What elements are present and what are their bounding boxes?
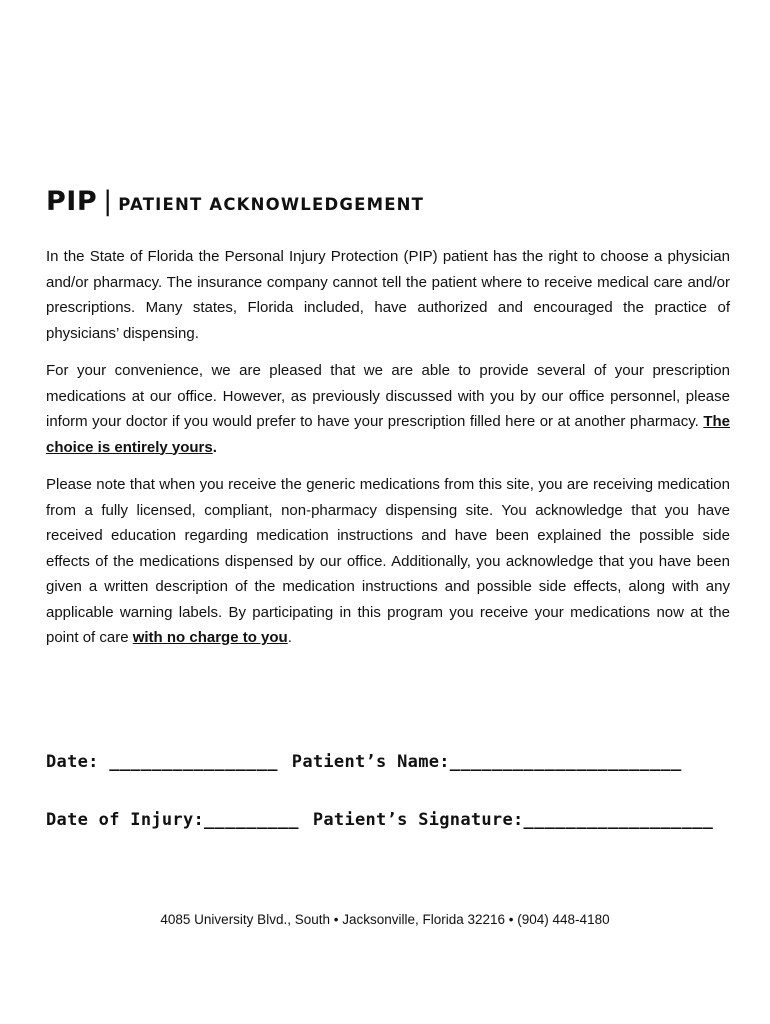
paragraph-2 [46,358,730,460]
heading-pip: PIP [46,186,98,217]
date-field[interactable]: Date: ________________ [46,752,278,772]
paragraph-3 [46,472,730,651]
paragraph-2-text: For your convenience, we are pleased that we are able to provide several of your prescription medications at our office. However, as previously discussed with you by our office personnel, please inform your doctor if you would prefer to have your prescription filled here or at another pharmacy. [46,362,730,430]
patient-signature-field[interactable]: Patient’s Signature:__________________ [312,810,714,830]
document-body [46,244,730,663]
paragraph-2-end: . [212,438,217,456]
form-row-1 [46,752,682,772]
heading-title: PATIENT ACKNOWLEDGEMENT [118,195,425,214]
paragraph-3-text: Please note that when you receive the generic medications from this site, you are receiving medication from a fully licensed, compliant, non-pharmacy dispensing site. You acknowledge that you have received education regarding medication instructions and have been explained the possible side effects of the medications dispensed by our office. Additionally, you acknowledge that you have been given a written description of the medication instructions and possible side effects, along with any applicable warning labels. By participating in this program you receive your medications now at the point of care [46,476,730,646]
date-of-injury-field[interactable]: Date of Injury:_________ [46,810,299,830]
footer-address: 4085 University Blvd., South • Jacksonville, Florida 32216 • (904) 448-4180 [160,912,610,927]
paragraph-3-end: . [287,629,292,646]
patient-name-field[interactable]: Patient’s Name:______________________ [291,752,682,772]
document-heading [46,186,424,217]
paragraph-1: In the State of Florida the Personal Injury Protection (PIP) patient has the right to choose a physician and/or pharmacy. The insurance company cannot tell the patient where to receive medical care and/or prescriptions. Many states, Florida included, have authorized and encouraged the practice of physicians’ dispensing. [46,248,730,342]
heading-separator: | [103,186,113,217]
paragraph-3-emphasis: with no charge to you [132,629,288,646]
form-row-2 [46,810,713,830]
paragraph-2-emphasis: The choice is entirely yours [46,413,730,456]
